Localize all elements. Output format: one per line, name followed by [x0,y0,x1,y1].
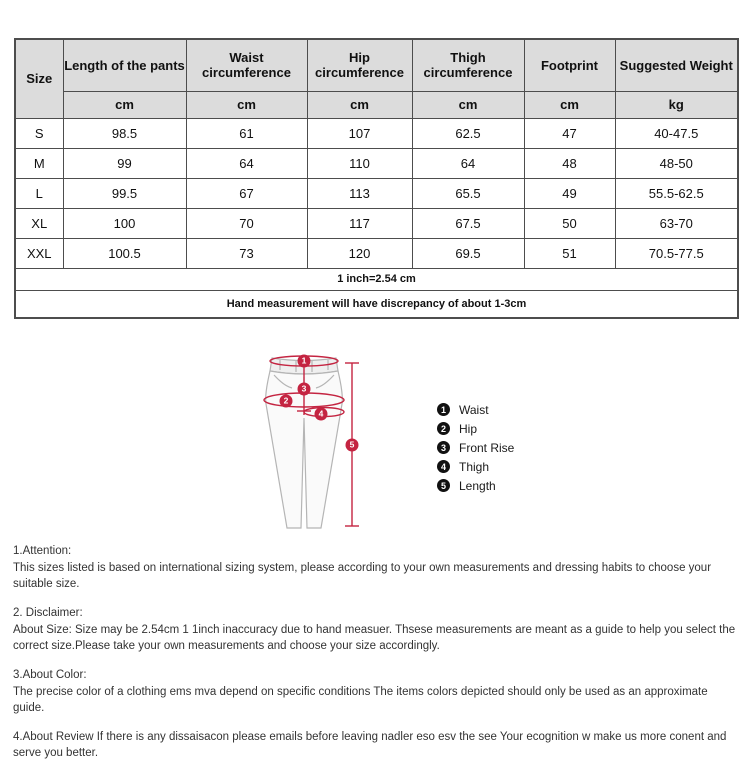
value-cell: 61 [186,118,307,148]
table-footnote-row [15,290,738,318]
table-row-m [15,148,738,178]
svg-text:4: 4 [318,408,324,419]
value-cell: 69.5 [412,238,524,268]
value-cell: 120 [307,238,412,268]
notes-section [13,543,739,761]
size-cell: XXL [15,238,63,268]
value-cell: 62.5 [412,118,524,148]
size-cell: XL [15,208,63,238]
svg-text:2: 2 [283,395,289,406]
note-attention-heading: 1.Attention: [13,545,72,557]
value-cell: 107 [307,118,412,148]
legend-badge-4: 4 [437,460,450,473]
value-cell: 49 [524,178,615,208]
value-cell: 70 [186,208,307,238]
measurement-diagram [0,340,750,555]
value-cell: 51 [524,238,615,268]
legend-badge-2: 2 [437,422,450,435]
note-disclaimer-heading: 2. Disclaimer: [13,607,83,619]
legend-badge-5: 5 [437,479,450,492]
value-cell: 100.5 [63,238,186,268]
legend-label: Hip [459,421,478,436]
column-header-hip: Hip circumference [307,39,412,91]
note-attention-body: This sizes listed is based on international sizing system, please according to your own measurements and dressing habits to choose your suitable size. [13,562,712,590]
value-cell: 70.5-77.5 [615,238,738,268]
legend-label: Thigh [459,459,490,474]
legend-label: Length [459,478,496,493]
legend-item-front-rise [437,438,514,457]
value-cell: 99 [63,148,186,178]
table-units-row [15,91,738,118]
legend-badge-3: 3 [437,441,450,454]
unit-cell: cm [412,91,524,118]
note-color-heading: 3.About Color: [13,669,87,681]
value-cell: 67.5 [412,208,524,238]
column-header-weight: Suggested Weight [615,39,738,91]
value-cell: 64 [186,148,307,178]
column-header-length: Length of the pants [63,39,186,91]
svg-text:1: 1 [301,355,307,366]
svg-text:5: 5 [349,439,355,450]
value-cell: 100 [63,208,186,238]
table-header-row [15,39,738,91]
legend-item-thigh [437,457,514,476]
value-cell: 110 [307,148,412,178]
pants-diagram [240,348,390,538]
value-cell: 67 [186,178,307,208]
unit-cell: kg [615,91,738,118]
unit-cell: cm [186,91,307,118]
value-cell: 99.5 [63,178,186,208]
size-table [14,38,739,319]
unit-cell: cm [63,91,186,118]
note-disclaimer-body: About Size: Size may be 2.54cm 1 1inch inaccuracy due to hand measuer. Thsese measurements are meant as a guide to help you select the correct size.Please take your own measurements and choose your size accordingly. [13,624,736,652]
footnote-hand-measurement: Hand measurement will have discrepancy of about 1-3cm [15,290,738,318]
column-header-waist: Waist circumference [186,39,307,91]
value-cell: 47 [524,118,615,148]
table-row-l [15,178,738,208]
legend-item-waist [437,400,514,419]
value-cell: 113 [307,178,412,208]
size-cell: S [15,118,63,148]
size-cell: L [15,178,63,208]
note-color-body: The precise color of a clothing ems mva depend on specific conditions The items colors depicted should only be used as an approximate guide. [13,686,708,714]
value-cell: 117 [307,208,412,238]
value-cell: 65.5 [412,178,524,208]
value-cell: 64 [412,148,524,178]
svg-text:3: 3 [301,383,307,394]
measurement-legend [437,400,514,495]
legend-label: Waist [459,402,489,417]
value-cell: 48 [524,148,615,178]
column-header-footprint: Footprint [524,39,615,91]
note-review-body: 4.About Review If there is any dissaisacon please emails before leaving nadler eso esv the see Your ecognition w make us more conent and serve you better. [13,731,727,759]
value-cell: 63-70 [615,208,738,238]
table-row-xl [15,208,738,238]
value-cell: 40-47.5 [615,118,738,148]
unit-cell: cm [307,91,412,118]
legend-label: Front Rise [459,440,515,455]
size-cell: M [15,148,63,178]
legend-item-length [437,476,514,495]
footnote-inch: 1 inch=2.54 cm [15,268,738,290]
value-cell: 73 [186,238,307,268]
column-header-size: Size [15,39,63,118]
table-row-s [15,118,738,148]
value-cell: 50 [524,208,615,238]
value-cell: 48-50 [615,148,738,178]
table-row-xxl [15,238,738,268]
legend-item-hip [437,419,514,438]
value-cell: 98.5 [63,118,186,148]
value-cell: 55.5-62.5 [615,178,738,208]
legend-badge-1: 1 [437,403,450,416]
column-header-thigh: Thigh circumference [412,39,524,91]
table-footnote-row [15,268,738,290]
unit-cell: cm [524,91,615,118]
